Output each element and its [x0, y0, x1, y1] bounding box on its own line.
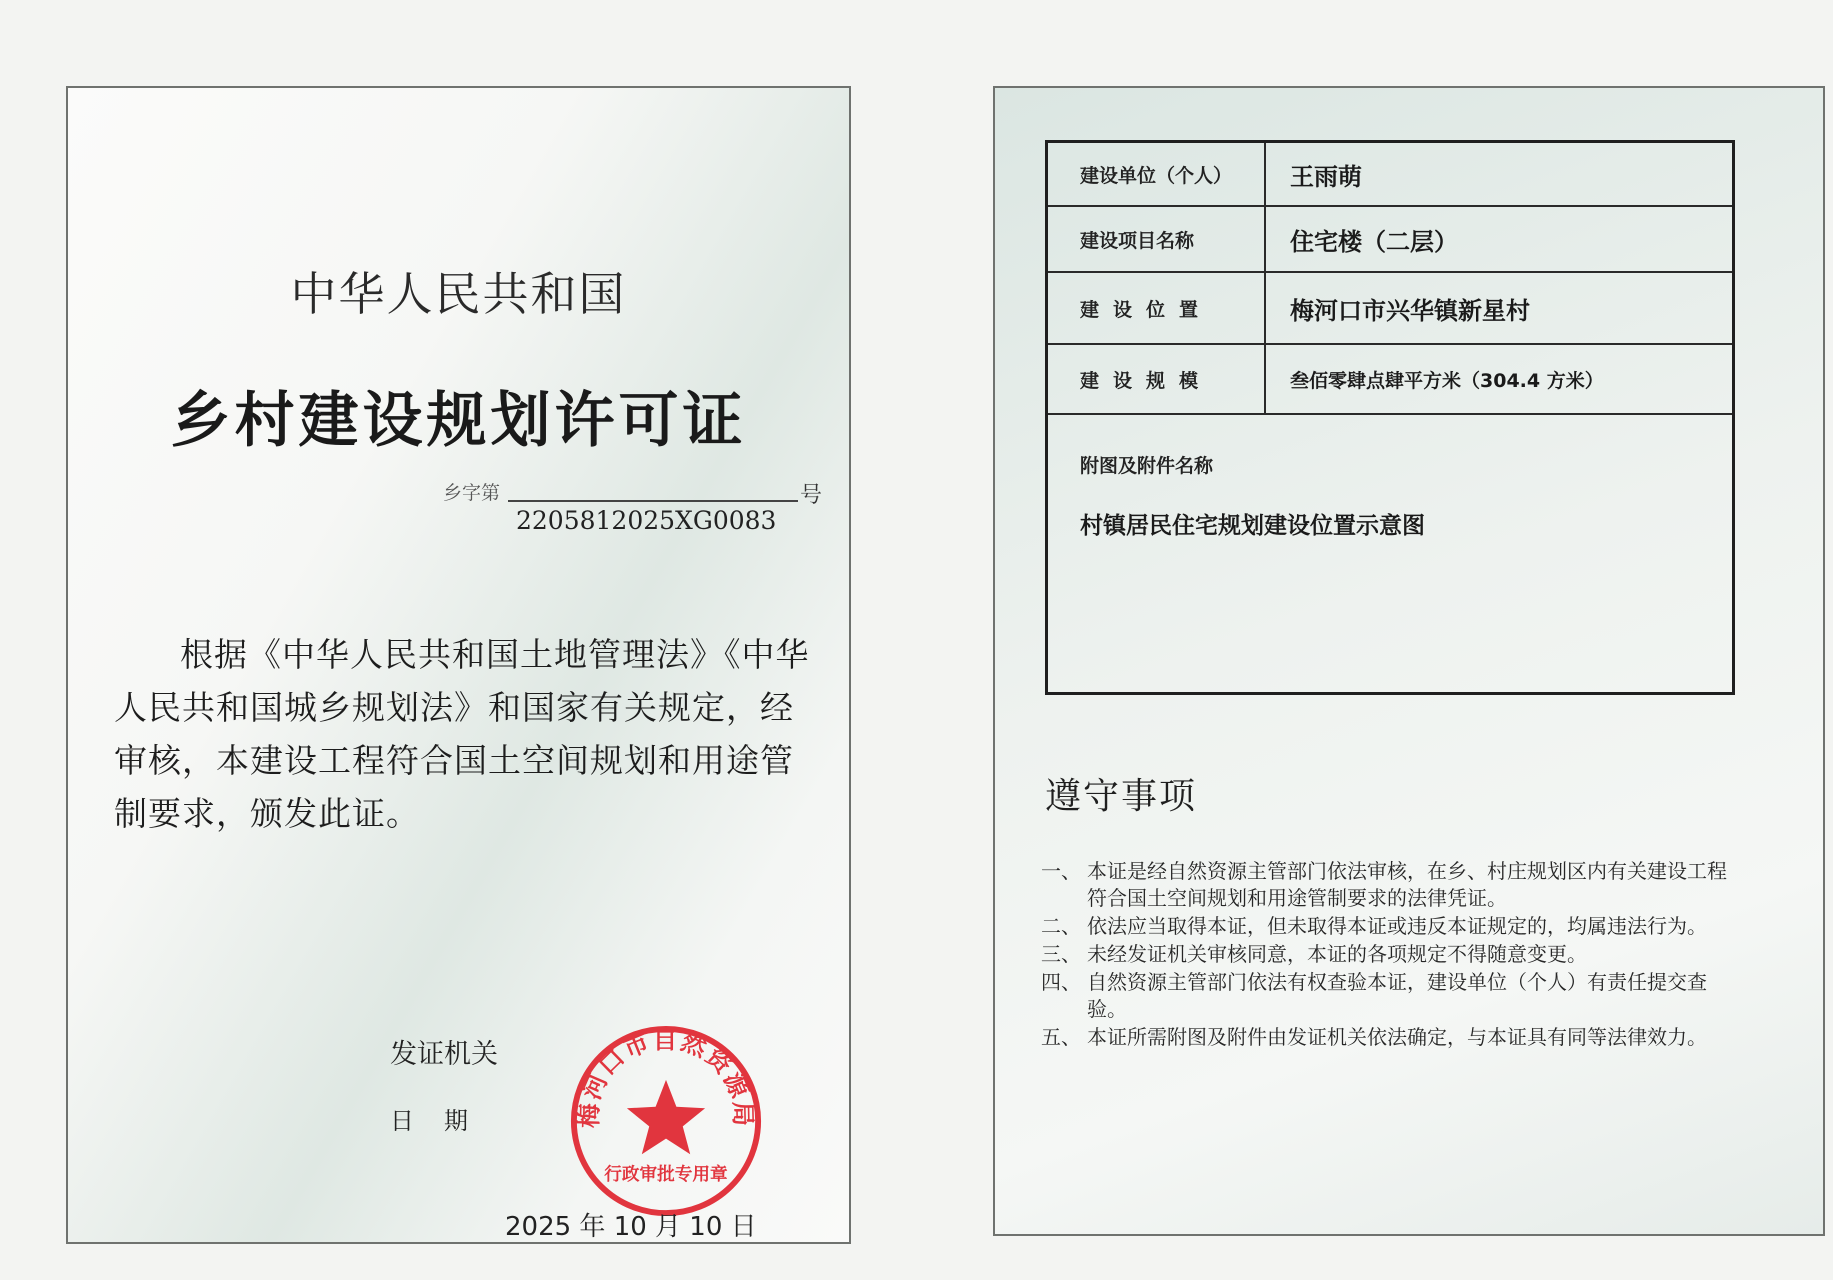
seal-top-text: 梅河口市自然资源局 — [574, 1024, 758, 1129]
table-row — [1048, 207, 1732, 273]
note-number: 二、 — [1041, 914, 1081, 938]
official-seal-stamp — [568, 1023, 764, 1219]
table-row — [1048, 345, 1732, 415]
note-number: 一、 — [1041, 859, 1081, 883]
table-row — [1048, 273, 1732, 345]
list-item — [1041, 858, 1741, 912]
note-text: 本证是经自然资源主管部门依法审核，在乡、村庄规划区内有关建设工程符合国土空间规划和用途管制要求的法律凭证。 — [1087, 859, 1727, 910]
table-row — [1048, 143, 1732, 207]
row-label: 建设位置 — [1048, 273, 1266, 343]
seal-star-icon — [627, 1080, 705, 1154]
list-item — [1041, 1024, 1741, 1051]
compliance-notes-list — [1041, 858, 1741, 1052]
legal-basis-paragraph: 根据《中华人民共和国土地管理法》《中华人民共和国城乡规划法》和国家有关规定，经审核，本建设工程符合国土空间规划和用途管制要求，颁发此证。 — [114, 635, 810, 833]
permit-info-table — [1045, 140, 1735, 695]
row-value: 梅河口市兴华镇新星村 — [1290, 296, 1530, 325]
attachments-label: 附图及附件名称 — [1080, 455, 1214, 477]
date-label: 日期 — [390, 1107, 498, 1135]
seal-bottom-text: 行政审批专用章 — [604, 1164, 728, 1185]
note-text: 未经发证机关审核同意，本证的各项规定不得随意变更。 — [1087, 942, 1587, 966]
note-number: 四、 — [1041, 970, 1081, 994]
serial-underline — [508, 500, 798, 502]
serial-number: 2205812025XG0083 — [516, 506, 777, 535]
list-item — [1041, 913, 1741, 940]
serial-prefix: 乡字第 — [443, 482, 501, 504]
note-text: 本证所需附图及附件由发证机关依法确定，与本证具有同等法律效力。 — [1087, 1025, 1707, 1049]
row-label: 建设规模 — [1048, 345, 1266, 413]
row-label: 建设单位（个人） — [1048, 143, 1266, 205]
note-number: 五、 — [1041, 1025, 1081, 1049]
row-value: 住宅楼（二层） — [1290, 227, 1458, 256]
document-title: 乡村建设规划许可证 — [170, 386, 747, 456]
row-value: 王雨萌 — [1290, 162, 1362, 191]
list-item — [1041, 941, 1741, 968]
issue-date: 2025 年 10 月 10 日 — [505, 1212, 757, 1242]
row-label: 建设项目名称 — [1048, 207, 1266, 271]
issuer-label: 发证机关 — [390, 1039, 498, 1070]
note-number: 三、 — [1041, 942, 1081, 966]
serial-suffix: 号 — [800, 483, 823, 508]
country-name: 中华人民共和国 — [290, 267, 627, 321]
list-item — [1041, 969, 1741, 1023]
permit-details-page — [993, 86, 1825, 1236]
attachments-value: 村镇居民住宅规划建设位置示意图 — [1080, 513, 1425, 539]
notes-heading: 遵守事项 — [1045, 776, 1198, 817]
row-value: 叁佰零肆点肆平方米（304.4 方米） — [1290, 369, 1604, 392]
note-text: 自然资源主管部门依法有权查验本证，建设单位（个人）有责任提交查验。 — [1087, 970, 1707, 1021]
permit-cover-page — [66, 86, 851, 1244]
note-text: 依法应当取得本证，但未取得本证或违反本证规定的，均属违法行为。 — [1087, 914, 1707, 938]
